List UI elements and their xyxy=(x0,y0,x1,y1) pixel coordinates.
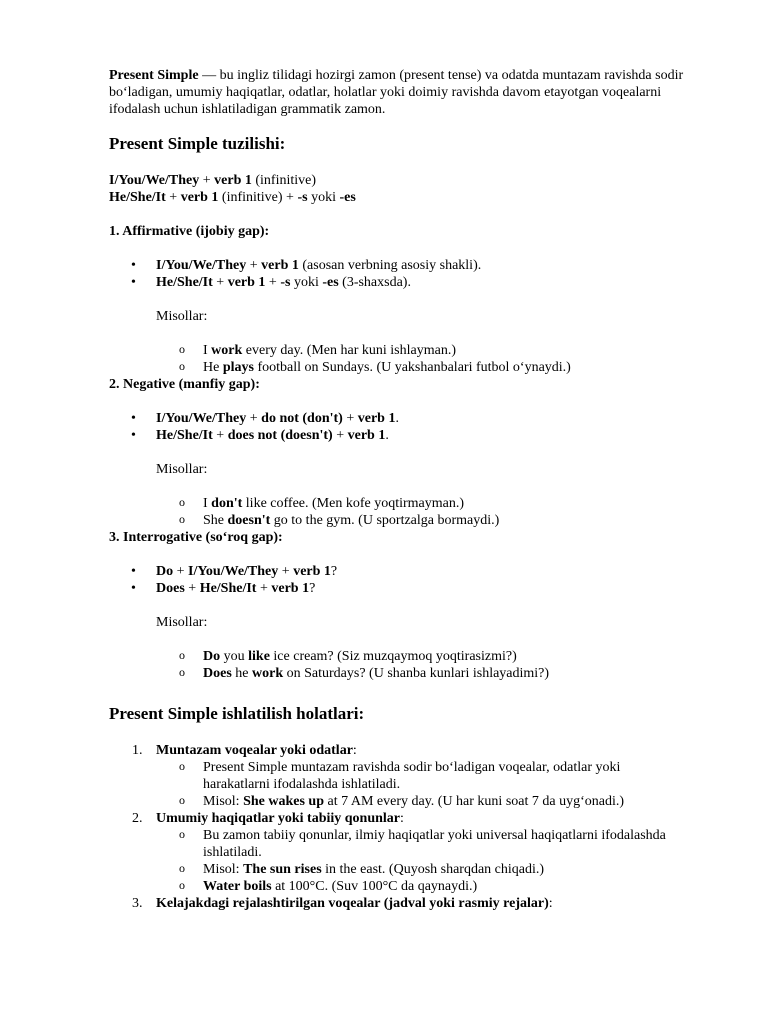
uses-list xyxy=(109,742,689,912)
rule-plus: + xyxy=(342,411,358,426)
example-text: you xyxy=(220,649,249,664)
example-verb: don't xyxy=(211,496,243,511)
rule-auxiliary: does not (doesn't) xyxy=(227,428,333,443)
formula-line-2 xyxy=(109,189,689,206)
rule-suffix-es: -es xyxy=(322,275,339,290)
rule-auxiliary: do not (don't) xyxy=(261,411,343,426)
item-number: 1. xyxy=(132,743,143,758)
uses-item-1 xyxy=(109,742,689,810)
uses-item-title: Muntazam voqealar yoki odatlar xyxy=(156,743,353,758)
rule-subject: I/You/We/They xyxy=(156,258,247,273)
affirmative-heading: 1. Affirmative (ijobiy gap): xyxy=(109,224,270,239)
rule-subject: I/You/We/They xyxy=(188,564,279,579)
example-text: She xyxy=(203,513,228,528)
rule-plus: + xyxy=(246,258,262,273)
list-item xyxy=(109,563,689,580)
rule-verb: verb 1 xyxy=(261,258,299,273)
examples-label: Misollar: xyxy=(156,462,208,477)
example-item xyxy=(109,495,689,512)
intro-text: — bu ingliz tilidagi hozirgi zamon (present tense) va odatda muntazam ravishda sodir bo‘ladigan, umumiy haqiqatlar, odatlar, holatlar yoki doimiy ravishda davom etayotgan voqealarni ifodalash uchun ishlatiladigan grammatik zamon. xyxy=(109,68,684,117)
sub-item xyxy=(156,827,689,861)
list-item xyxy=(109,410,689,427)
sub-item-text: at 7 AM every day. (U har kuni soat 7 da uyg‘onadi.) xyxy=(324,794,625,809)
intro-term: Present Simple xyxy=(109,68,199,83)
affirmative-examples xyxy=(109,342,689,376)
rule-verb: verb 1 xyxy=(293,564,331,579)
rule-subject: He/She/It xyxy=(156,275,213,290)
formula-subject: I/You/We/They xyxy=(109,173,200,188)
structure-formulas xyxy=(109,172,689,206)
formula-plus: + xyxy=(165,190,181,205)
uses-item-colon: : xyxy=(400,811,404,826)
example-auxiliary: Does xyxy=(203,666,232,681)
example-text: He xyxy=(203,360,223,375)
rule-auxiliary: Do xyxy=(156,564,174,579)
uses-item-3 xyxy=(109,895,689,912)
rule-plus: + xyxy=(265,275,281,290)
formula-suffix-s: -s xyxy=(297,190,308,205)
rule-verb: verb 1 xyxy=(357,411,396,426)
sub-item-text: Misol: xyxy=(203,794,244,809)
example-item xyxy=(109,342,689,359)
list-item xyxy=(109,427,689,444)
rule-auxiliary: Does xyxy=(156,581,185,596)
example-auxiliary: Do xyxy=(203,649,221,664)
example-text: ice cream? (Siz muzqaymoq yoqtirasizmi?) xyxy=(269,649,517,664)
rule-end: . xyxy=(395,411,399,426)
example-text: like coffee. (Men kofe yoqtirmayman.) xyxy=(242,496,465,511)
sub-item-text: Present Simple muntazam ravishda sodir bo‘ladigan voqealar, odatlar yoki harakatlarni ifodalashda ishlatiladi. xyxy=(203,760,621,792)
example-item xyxy=(109,512,689,529)
example-text: on Saturdays? (U shanba kunlari ishlayadimi?) xyxy=(283,666,550,681)
example-verb: doesn't xyxy=(227,513,271,528)
sub-item xyxy=(156,861,689,878)
list-item xyxy=(109,257,689,274)
rule-plus: + xyxy=(212,275,228,290)
structure-heading: Present Simple tuzilishi: xyxy=(109,134,286,153)
interrogative-heading: 3. Interrogative (so‘roq gap): xyxy=(109,530,283,545)
rule-end: ? xyxy=(330,564,338,579)
rule-plus: + xyxy=(246,411,262,426)
sub-item xyxy=(156,759,689,793)
uses-item-title: Kelajakdagi rejalashtirilgan voqealar (jadval yoki rasmiy rejalar) xyxy=(156,896,549,911)
rule-note: (3-shaxsda). xyxy=(338,275,411,290)
interrogative-rules xyxy=(109,563,689,597)
rule-plus: + xyxy=(184,581,200,596)
rule-subject: I/You/We/They xyxy=(156,411,247,426)
example-text: he xyxy=(231,666,252,681)
example-verb: work xyxy=(252,666,284,681)
formula-or: yoki xyxy=(307,190,340,205)
example-text: I xyxy=(203,496,212,511)
sub-item-text: Misol: xyxy=(203,862,244,877)
uses-item-colon: : xyxy=(352,743,357,758)
example-text: I xyxy=(203,343,212,358)
sub-item-text: at 100°C. (Suv 100°C da qaynaydi.) xyxy=(271,879,478,894)
formula-plus: + xyxy=(199,173,215,188)
sub-item-emphasis: Water boils xyxy=(203,879,272,894)
rule-subject: He/She/It xyxy=(156,428,213,443)
negative-rules xyxy=(109,410,689,444)
sub-item-text: in the east. (Quyosh sharqdan chiqadi.) xyxy=(321,862,545,877)
negative-examples xyxy=(109,495,689,529)
rule-plus: + xyxy=(332,428,348,443)
uses-item-title: Umumiy haqiqatlar yoki tabiiy qonunlar xyxy=(156,811,401,826)
formula-subject: He/She/It xyxy=(109,190,166,205)
sub-item xyxy=(156,878,689,895)
rule-plus: + xyxy=(278,564,294,579)
list-item xyxy=(109,580,689,597)
example-text: every day. (Men har kuni ishlayman.) xyxy=(242,343,456,358)
rule-verb: verb 1 xyxy=(347,428,386,443)
rule-suffix-s: -s xyxy=(280,275,291,290)
example-item xyxy=(109,648,689,665)
item-number: 3. xyxy=(132,896,143,911)
rule-plus: + xyxy=(212,428,228,443)
sub-item-emphasis: She wakes up xyxy=(243,794,324,809)
rule-or: yoki xyxy=(290,275,323,290)
rule-verb: verb 1 xyxy=(227,275,266,290)
example-item xyxy=(109,359,689,376)
list-item xyxy=(109,274,689,291)
uses-item-colon: : xyxy=(548,896,553,911)
formula-line-1 xyxy=(109,172,689,189)
rule-plus: + xyxy=(256,581,272,596)
examples-label: Misollar: xyxy=(156,615,208,630)
item-number: 2. xyxy=(132,811,143,826)
negative-heading: 2. Negative (manfiy gap): xyxy=(109,377,260,392)
rule-end: . xyxy=(385,428,389,443)
examples-label: Misollar: xyxy=(156,309,208,324)
formula-note: (infinitive) + xyxy=(218,190,298,205)
document-body xyxy=(109,67,689,912)
sub-item-emphasis: The sun rises xyxy=(243,862,322,877)
uses-sublist xyxy=(156,759,689,810)
example-text: football on Sundays. (U yakshanbalari futbol o‘ynaydi.) xyxy=(253,360,571,375)
example-item xyxy=(109,665,689,682)
rule-verb: verb 1 xyxy=(271,581,310,596)
rule-subject: He/She/It xyxy=(199,581,257,596)
example-verb: work xyxy=(211,343,243,358)
uses-sublist xyxy=(156,827,689,895)
formula-verb: verb 1 xyxy=(180,190,219,205)
example-text: go to the gym. (U sportzalga bormaydi.) xyxy=(270,513,500,528)
formula-verb: verb 1 xyxy=(214,173,252,188)
rule-plus: + xyxy=(173,564,189,579)
sub-item xyxy=(156,793,689,810)
uses-item-2 xyxy=(109,810,689,895)
affirmative-rules xyxy=(109,257,689,291)
intro-paragraph xyxy=(109,67,689,118)
formula-note: (infinitive) xyxy=(251,173,317,188)
rule-end: ? xyxy=(309,581,316,596)
example-verb: plays xyxy=(222,360,254,375)
formula-suffix-es: -es xyxy=(339,190,356,205)
interrogative-examples xyxy=(109,648,689,682)
sub-item-text: Bu zamon tabiiy qonunlar, ilmiy haqiqatlar yoki universal haqiqatlarni ifodalashda ishlatiladi. xyxy=(203,828,666,860)
example-verb: like xyxy=(248,649,270,664)
uses-heading: Present Simple ishlatilish holatlari: xyxy=(109,704,365,723)
rule-note: (asosan verbning asosiy shakli). xyxy=(298,258,482,273)
